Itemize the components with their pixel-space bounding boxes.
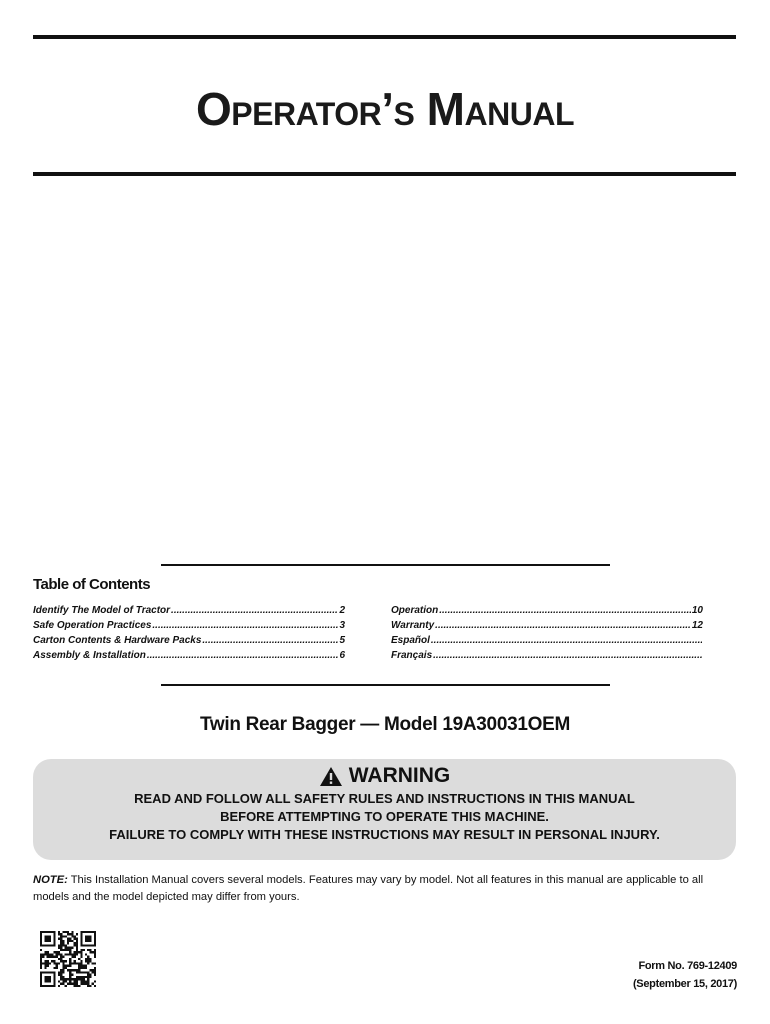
toc-heading: Table of Contents [33,576,151,593]
note-paragraph [33,872,738,906]
warning-heading [33,764,736,788]
note-label: NOTE: [33,874,68,886]
toc-entry-label: Français [391,650,433,661]
toc-entry-page: 2 [339,605,345,616]
toc-entry-label: Español [391,635,430,646]
toc-entry-label: Warranty [391,620,435,631]
toc-right-column [391,601,703,661]
note-text: This Installation Manual covers several models. Features may vary by model. Not all features in this manual are applicable to all models and the model depicted may differ from yours. [33,874,704,903]
toc-entry-label: Operation [391,605,439,616]
toc-entry[interactable] [391,646,703,661]
warning-heading-text: WARNING [348,764,451,787]
toc-entry[interactable] [33,631,345,646]
toc-entry[interactable] [391,601,703,616]
toc-entry[interactable] [33,646,345,661]
qr-code-icon [40,931,96,987]
toc-top-rule [161,564,610,566]
toc-entry[interactable] [391,631,703,646]
toc-entry-page: 6 [339,650,345,661]
form-date: (September 15, 2017) [632,978,737,990]
model-title: Twin Rear Bagger — Model 19A30031OEM [199,714,571,735]
toc-left-column [33,601,345,661]
warning-line: FAILURE TO COMPLY WITH THESE INSTRUCTIONS MAY RESULT IN PERSONAL INJURY. [109,827,660,842]
form-info [633,957,737,993]
top-rule [33,35,736,39]
toc-entry[interactable] [33,616,345,631]
warning-triangle-icon [319,766,343,787]
toc-entry-label: Assembly & Installation [33,650,146,661]
toc-bottom-rule [161,684,610,686]
toc-entry-label: Safe Operation Practices [33,620,152,631]
toc-entry[interactable] [391,616,703,631]
toc-entry-page: 5 [339,635,345,646]
toc-entry-page: 12 [691,620,703,631]
warning-line: BEFORE ATTEMPTING TO OPERATE THIS MACHINE. [220,809,549,824]
form-number: Form No. 769-12409 [638,960,737,972]
warning-box [33,759,736,860]
toc-entry-label: Carton Contents & Hardware Packs [33,635,202,646]
warning-line: READ AND FOLLOW ALL SAFETY RULES AND INSTRUCTIONS IN THIS MANUAL [134,791,635,806]
toc-entry[interactable] [33,601,345,616]
manual-title: Operator’s Manual [196,83,574,135]
title-rule [33,172,736,176]
toc-entry-page: 3 [339,620,345,631]
toc-entry-label: Identify The Model of Tractor [33,605,171,616]
toc-entry-page: 10 [691,605,703,616]
